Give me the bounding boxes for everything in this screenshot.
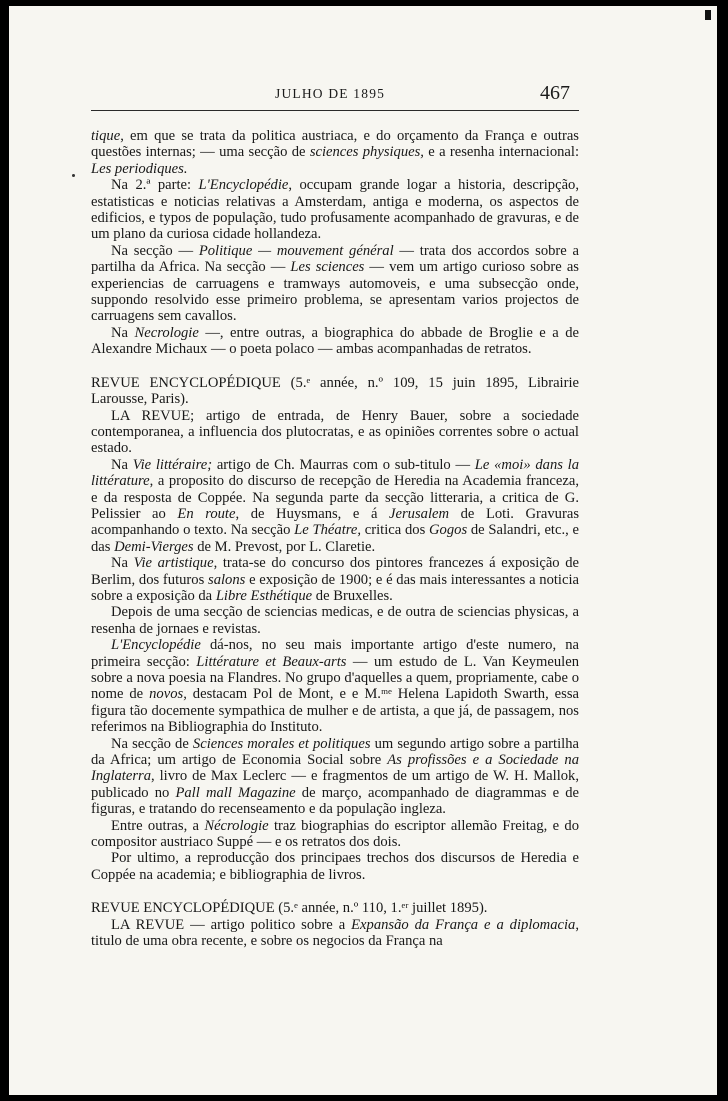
text-run: REVUE ENCYCLOPÉDIQUE (5.ᵉ année, n.º 109, 15 juin 1895, Librairie Larousse, Paris).: [91, 374, 579, 408]
italic-text: Expansão da França e a diplomacia: [351, 916, 576, 933]
paragraph: [91, 637, 579, 735]
paragraph: [91, 850, 579, 883]
paragraph: [91, 818, 579, 851]
text-run: LA REVUE; artigo de entrada, de Henry Bauer, sobre a sociedade contemporanea, a influencia dos plutocratas, e as opiniões correntes sobre o actual estado.: [91, 407, 579, 457]
text-run: e exposição de 1900; e é das mais interessantes a noticia sobre a exposição da: [91, 571, 579, 604]
italic-text: Sciences morales et politiques: [192, 735, 371, 752]
italic-text: Nécrologie: [204, 817, 269, 834]
italic-text: L'Encyclopédie: [198, 177, 289, 194]
text-run: , livro de Max Leclerc — e fragmentos de um artigo de W. H. Mallok, publicado no: [91, 768, 579, 801]
italic-text: tique: [91, 128, 121, 144]
page-number: 467: [540, 82, 570, 104]
text-run: Por ultimo, a reproducção dos principaes trechos dos discursos de Heredia e Coppée na academia; e bibliographia de livros.: [91, 850, 579, 883]
italic-text: As profissões e a Sociedade na Inglaterra: [91, 752, 580, 785]
section-heading-paragraph: [91, 375, 579, 408]
text-run: , a proposito do discurso de recepção de Heredia na Academia franceza, e da resposta de Coppée. Na segunda parte da secção litteraria, a critica de G. Pelissier ao: [91, 473, 579, 522]
italic-text: Libre Esthétique: [215, 587, 313, 604]
paragraph: [91, 325, 579, 358]
text-run: dá-nos, no seu mais importante artigo d'este numero, na primeira secção:: [91, 637, 579, 670]
scan-mark: [705, 10, 711, 20]
page-header: [9, 82, 717, 108]
paragraph: [91, 604, 579, 637]
italic-text: Le «moi» dans la littérature: [91, 456, 580, 490]
italic-text: Pall mall Magazine: [175, 784, 296, 801]
text-run: traz biographias do escriptor allemão Freitag, e do compositor austriaco Suppé — e os retratos dos dois.: [91, 817, 580, 851]
margin-dot: [72, 174, 75, 177]
italic-text: Vie artistique: [133, 555, 214, 572]
text-run: Na secção —: [111, 242, 199, 259]
text-run: — vem um artigo curioso sobre as experiencias de carruagens e tramways automoveis, e uma subsecção onde, suppondo resolvido esse primeiro problema, se apresentam varios projectos de carruagens sem cavallos.: [91, 259, 579, 325]
italic-text: Vie littéraire;: [132, 456, 213, 473]
paragraph: [91, 177, 579, 243]
text-run: — um estudo de L. Van Keymeulen sobre a nova poesia na Flandres. No grupo d'aquelles a quem, propriamente, cabe o nome de: [91, 653, 580, 703]
italic-text: L'Encyclopédie: [111, 637, 201, 654]
text-run: de Salandri, etc., e das: [91, 522, 579, 555]
text-run: de Bruxelles.: [312, 587, 393, 604]
text-run: , occupam grande logar a historia, descripção, estatisticas e noticias relativas a Amsterdam, antiga e moderna, os aspectos de edificios, e typos de população, tudo profusamente acompanhado de gravuras, e de um plano da curiosa cidade hollandeza.: [91, 177, 579, 243]
text-run: Na: [111, 456, 133, 473]
paragraph: [91, 736, 579, 818]
text-run: , em que se trata da politica austriaca, e do orçamento da França e outras questões internas; — uma secção de: [91, 128, 579, 161]
paragraph: [91, 243, 579, 325]
text-run: , titulo de uma obra recente, e sobre os negocios da França na: [91, 916, 579, 950]
italic-text: Necrologie: [134, 324, 199, 341]
text-run: e a resenha internacional:: [423, 144, 579, 161]
text-run: artigo de Ch. Maurras com o sub-titulo —: [212, 456, 475, 473]
text-run: Depois de uma secção de sciencias medicas, e de outra de sciencias physicas, a resenha de jornaes e revistas.: [91, 604, 579, 637]
text-run: Entre outras, a: [111, 817, 205, 834]
text-run: um segundo artigo sobre a partilha da Africa; um artigo de Economia Social sobre: [91, 735, 579, 769]
text-run: de M. Prevost, por L. Claretie.: [193, 538, 376, 555]
italic-text: salons: [208, 571, 246, 588]
text-run: , destacam Pol de Mont, e e M.ᵐᵉ Helena Lapidoth Swarth, essa figura tão docemente sympathica de mulher e de artista, a que já, de passagem, nos referimos na Bibliographia do Instituto.: [91, 686, 579, 736]
italic-text: Les sciences: [290, 259, 365, 276]
text-run: , de Huysmans, e á: [235, 505, 390, 522]
italic-text: Jerusalem: [389, 505, 450, 522]
paragraph: [91, 555, 579, 604]
italic-text: Les periodiques.: [91, 160, 188, 177]
text-run: LA REVUE — artigo politico sobre a: [111, 916, 352, 933]
running-title: JULHO DE 1895: [275, 86, 386, 101]
text-run: — trata dos accordos sobre a partilha da Africa. Na secção —: [91, 242, 579, 276]
body-text: [91, 128, 579, 950]
text-run: Na: [111, 324, 135, 341]
italic-text: Gogos: [429, 522, 468, 539]
text-run: —, entre outras, a biographica do abbade de Broglie e a de Alexandre Michaux — o poeta polaco — ambas acompanhadas de retratos.: [91, 324, 579, 358]
italic-text: Politique — mouvement général: [198, 242, 394, 259]
italic-text: novos: [149, 686, 184, 703]
italic-text: Le Théatre,: [294, 522, 362, 539]
italic-text: sciences physiques,: [309, 144, 424, 161]
paragraph: [91, 408, 579, 457]
text-run: de Loti. Gravuras acompanhando o texto. Na secção: [91, 505, 579, 539]
book-page: [9, 6, 717, 1095]
italic-text: Demi-Vierges: [114, 538, 194, 555]
text-run: REVUE ENCYCLOPÉDIQUE (5.ᵉ année, n.º 110, 1.ᵉʳ juillet 1895).: [91, 900, 488, 917]
italic-text: En route: [177, 505, 236, 522]
text-run: Na 2.ª parte:: [111, 177, 199, 194]
text-run: de março, acompanhado de diagrammas e de figuras, e tratando do recenseamento e da população ingleza.: [91, 784, 579, 818]
section-heading-paragraph: [91, 900, 579, 916]
paragraph: [91, 917, 579, 950]
text-run: critica dos: [361, 522, 430, 539]
text-run: , trata-se do concurso dos pintores francezes á exposição de Berlim, dos futuros: [91, 555, 579, 588]
italic-text: Littérature et Beaux-arts: [196, 653, 347, 670]
text-run: Na secção de: [111, 735, 193, 752]
paragraph: [91, 128, 579, 177]
header-rule: [91, 110, 579, 111]
text-run: Na: [111, 555, 134, 572]
paragraph: [91, 457, 579, 555]
